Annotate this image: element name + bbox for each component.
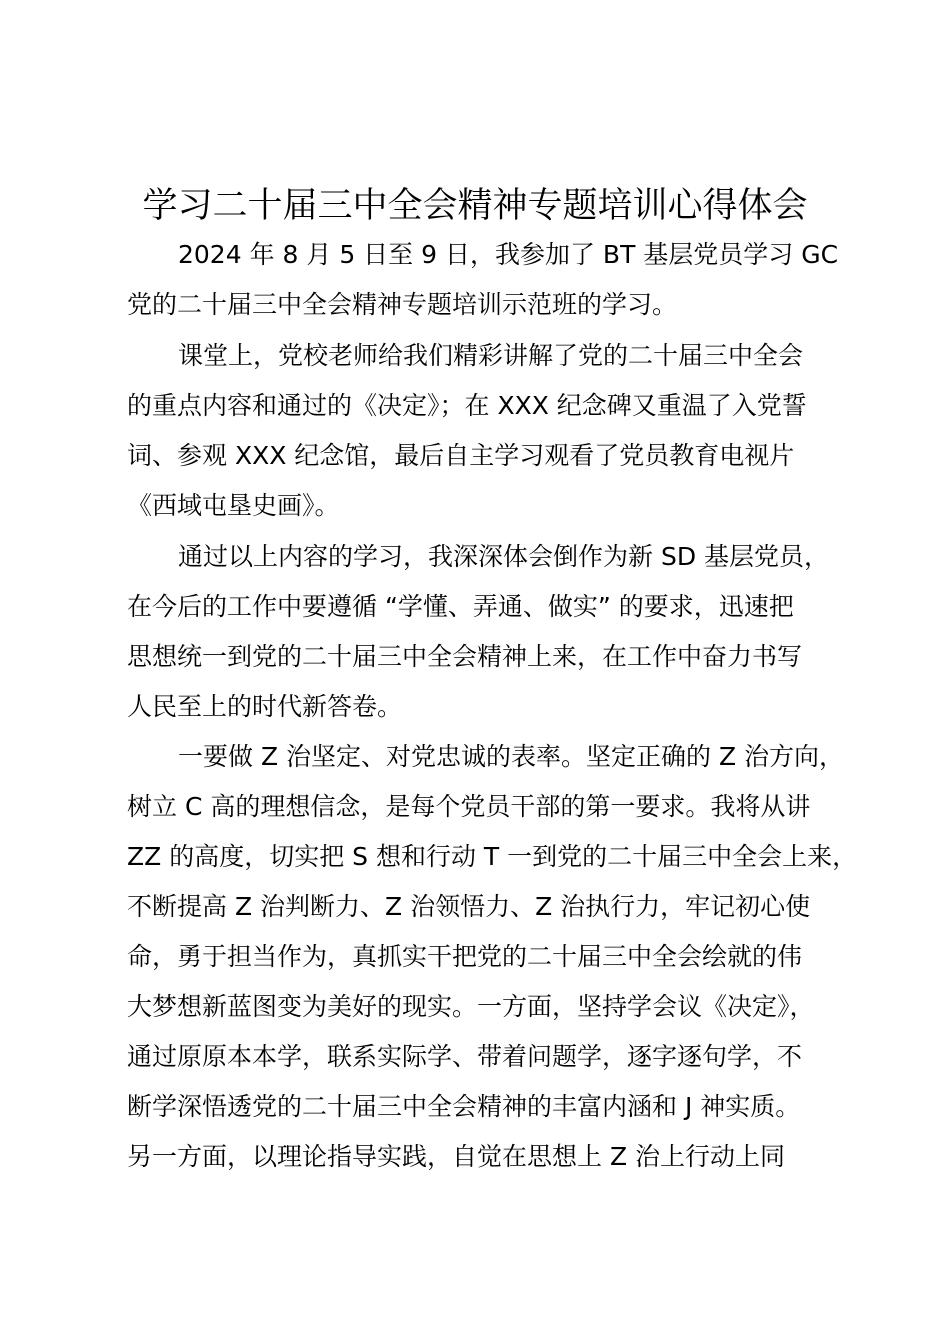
paragraph-4-line-8: 断学深悟透党的二十届三中全会精神的丰富内涵和 J 神实质。: [127, 1092, 801, 1121]
paragraph-3-line-2: 在今后的工作中要遵循 “学懂、弄通、做实” 的要求，迅速把: [127, 592, 794, 621]
paragraph-4-line-2: 树立 C 高的理想信念，是每个党员干部的第一要求。我将从讲: [127, 792, 811, 821]
paragraph-4-line-6: 大梦想新蓝图变为美好的现实。一方面，坚持学会议《决定》，: [127, 992, 815, 1021]
paragraph-4-line-9: 另一方面，以理论指导实践，自觉在思想上 Z 治上行动上同: [127, 1142, 786, 1171]
paragraph-1-line-2: 党的二十届三中全会精神专题培训示范班的学习。: [127, 290, 678, 319]
paragraph-2-line-1: 课堂上，党校老师给我们精彩讲解了党的二十届三中全会: [178, 341, 804, 370]
paragraph-2-line-3: 词、参观 XXX 纪念馆，最后自主学习观看了党员教育电视片: [127, 441, 795, 470]
document-title: 学习二十届三中全会精神专题培训心得体会: [142, 186, 808, 226]
paragraph-4-line-4: 不断提高 Z 治判断力、Z 治领悟力、Z 治执行力，牢记初心使: [127, 892, 811, 921]
paragraph-4-line-7: 通过原原本本学，联系实际学、带着问题学，逐字逐句学，不: [127, 1042, 803, 1071]
paragraph-3-line-1: 通过以上内容的学习，我深深体会倒作为新 SD 基层党员，: [178, 542, 830, 571]
paragraph-1-line-1: 2024 年 8 月 5 日至 9 日，我参加了 BT 基层党员学习 GC: [178, 240, 839, 269]
paragraph-4-line-5: 命，勇于担当作为，真抓实干把党的二十届三中全会绘就的伟: [127, 942, 803, 971]
paragraph-2-line-4: 《西域屯垦史画》。: [127, 491, 340, 520]
paragraph-4-line-1: 一要做 Z 治坚定、对党忠诚的表率。坚定正确的 Z 治方向，: [178, 742, 845, 771]
paragraph-3-line-3: 思想统一到党的二十届三中全会精神上来，在工作中奋力书写: [127, 642, 803, 671]
paragraph-4-line-3: ZZ 的高度，切实把 S 想和行动 T 一到党的二十届三中全会上来，: [127, 842, 858, 871]
paragraph-2-line-2: 的重点内容和通过的《决定》；在 XXX 纪念碑又重温了入党誓: [127, 391, 807, 420]
paragraph-3-line-4: 人民至上的时代新答卷。: [127, 692, 403, 721]
